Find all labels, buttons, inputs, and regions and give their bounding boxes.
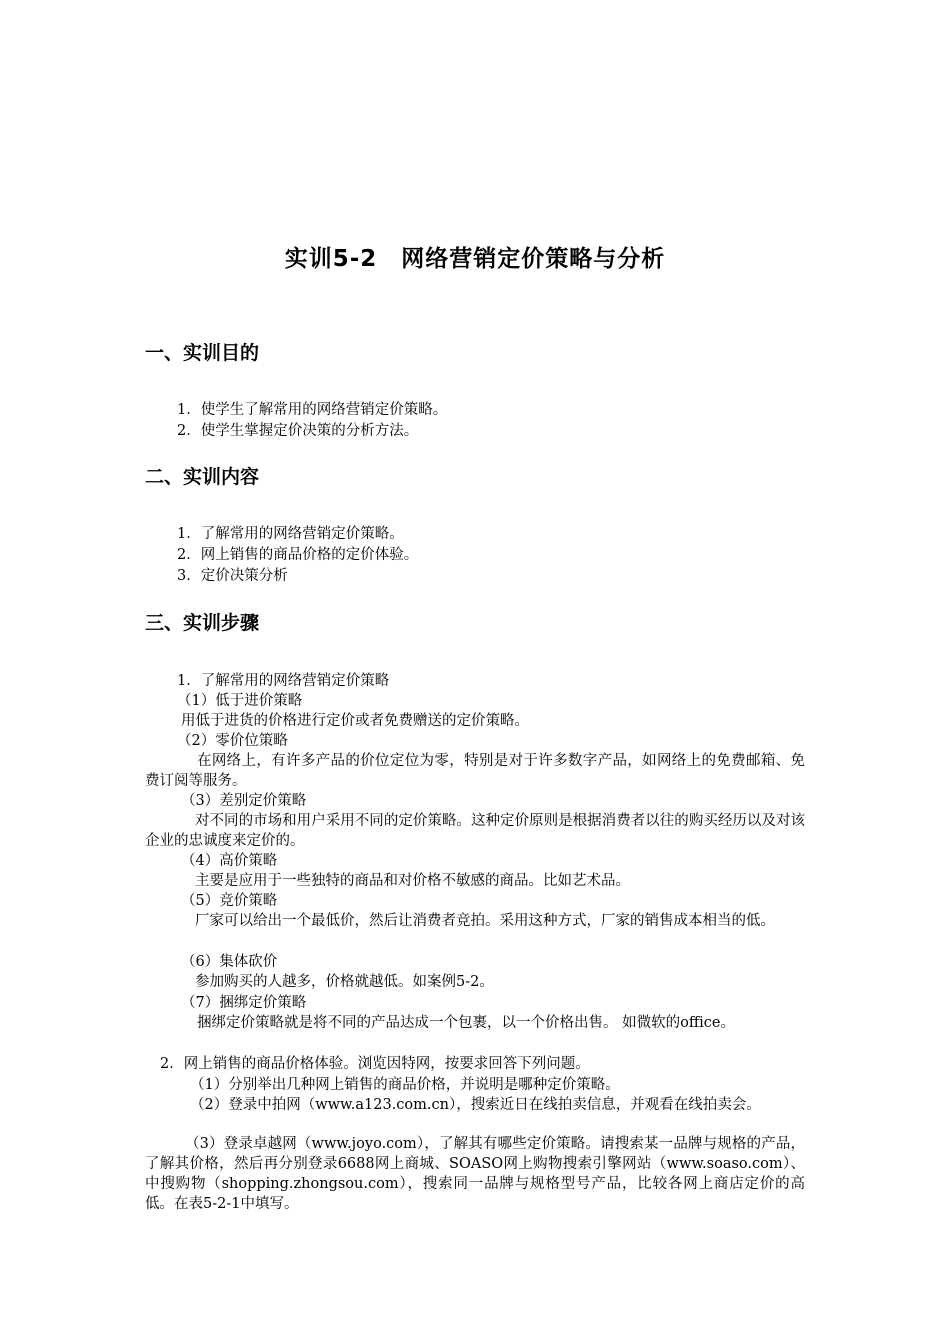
content-item-1: 1．了解常用的网络营销定价策略。 [177, 526, 404, 542]
strategy-6-body: 参加购买的人越多，价格就越低。如案例5-2。 [195, 974, 494, 990]
section-heading-purpose: 一、实训目的 [145, 342, 260, 364]
strategy-4-body: 主要是应用于一些独特的商品和对价格不敏感的商品。比如艺术品。 [195, 873, 630, 889]
strategy-7-title: （7）捆绑定价策略 [181, 995, 307, 1011]
step-2-title: 2．网上销售的商品价格体验。浏览因特网，按要求回答下列问题。 [160, 1056, 590, 1072]
purpose-item-1: 1．使学生了解常用的网络营销定价策略。 [177, 402, 448, 418]
section-heading-content: 二、实训内容 [145, 466, 260, 488]
strategy-3-title: （3）差别定价策略 [181, 793, 307, 809]
strategy-6-title: （6）集体砍价 [181, 954, 278, 970]
section-heading-steps: 三、实训步骤 [145, 612, 260, 634]
step-1-title: 1．了解常用的网络营销定价策略 [177, 673, 390, 689]
strategy-5-title: （5）竞价策略 [181, 893, 278, 909]
question-1: （1）分别举出几种网上销售的商品价格，并说明是哪种定价策略。 [190, 1077, 620, 1093]
content-item-2: 2．网上销售的商品价格的定价体验。 [177, 547, 419, 563]
content-item-3: 3．定价决策分析 [177, 568, 288, 584]
question-3: （3）登录卓越网（www.joyo.com），了解其有哪些定价策略。请搜索某一品牌与规格的产品，了解其价格，然后再分别登录6688网上商城、SOASO网上购物搜索引擎网站（www.soaso.com）、中搜购物（shopping.zhongsou.com），搜索同一品牌与规格型号产品，比较各网上商店定价的高低。在表5-2-1中填写。 [145, 1136, 805, 1212]
purpose-item-2: 2．使学生掌握定价决策的分析方法。 [177, 423, 419, 439]
strategy-4-title: （4）高价策略 [181, 853, 278, 869]
strategy-2-body: 在网络上，有许多产品的价位定位为零，特别是对于许多数字产品，如网络上的免费邮箱、免费订阅等服务。 [145, 753, 805, 789]
strategy-2-title: （2）零价位策略 [177, 733, 288, 749]
strategy-7-body: 捆绑定价策略就是将不同的产品达成一个包裹，以一个价格出售。 如微软的office。 [197, 1015, 735, 1031]
question-2: （2）登录中拍网（www.a123.com.cn），搜索近日在线拍卖信息，并观看在线拍卖会。 [190, 1097, 761, 1113]
strategy-5-body: 厂家可以给出一个最低价，然后让消费者竞拍。采用这种方式，厂家的销售成本相当的低。 [195, 913, 775, 929]
strategy-1-title: （1）低于进价策略 [177, 693, 303, 709]
strategy-1-body: 用低于进货的价格进行定价或者免费赠送的定价策略。 [181, 713, 529, 729]
strategy-3-body: 对不同的市场和用户采用不同的定价策略。这种定价原则是根据消费者以往的购买经历以及对该企业的忠诚度来定价的。 [145, 813, 805, 849]
document-title: 实训5-2 网络营销定价策略与分析 [284, 246, 666, 272]
